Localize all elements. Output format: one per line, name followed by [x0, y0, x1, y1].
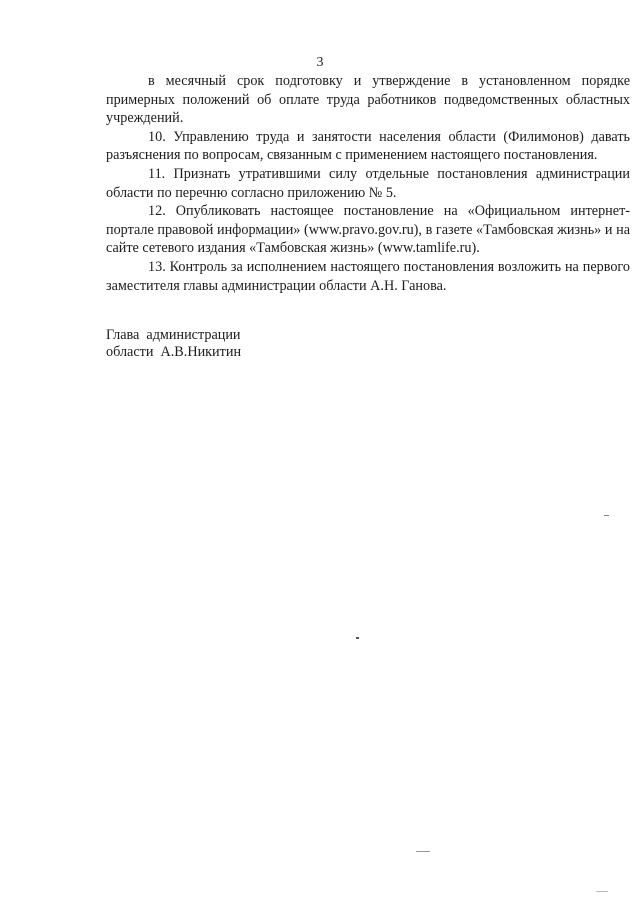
scan-speck: [604, 515, 609, 516]
paragraph-item-12: 12. Опубликовать настоящее постановление на «Официальном интернет-портале правовой информации» (www.pravo.gov.ru), в газете «Тамбовская жизнь» и на сайте сетевого издания «Тамбовская жизнь» (www.tamlife.ru).: [106, 203, 630, 257]
paragraph-item-9-continuation: в месячный срок подготовку и утверждение в установленном порядке примерных положений об оплате труда работников подведомственных областных учреждений.: [106, 73, 630, 127]
signature-name: области А.В.Никитин: [106, 344, 242, 360]
scan-speck: [596, 891, 608, 892]
signature-block: [106, 327, 241, 361]
paragraph-item-11: 11. Признать утратившими силу отдельные постановления администрации области по перечню согласно приложению № 5.: [106, 165, 630, 201]
paragraph-item-10: 10. Управлению труда и занятости населения области (Филимонов) давать разъяснения по вопросам, связанным с применением настоящего постановления.: [106, 128, 630, 164]
signature-title: Глава администрации: [106, 327, 241, 343]
scan-speck: [416, 851, 430, 852]
page-number: 3: [316, 55, 324, 70]
document-body: [106, 72, 630, 295]
paragraph-item-13: 13. Контроль за исполнением настоящего постановления возложить на первого заместителя главы администрации области А.Н. Ганова.: [106, 258, 630, 294]
scan-speck: [356, 637, 359, 639]
